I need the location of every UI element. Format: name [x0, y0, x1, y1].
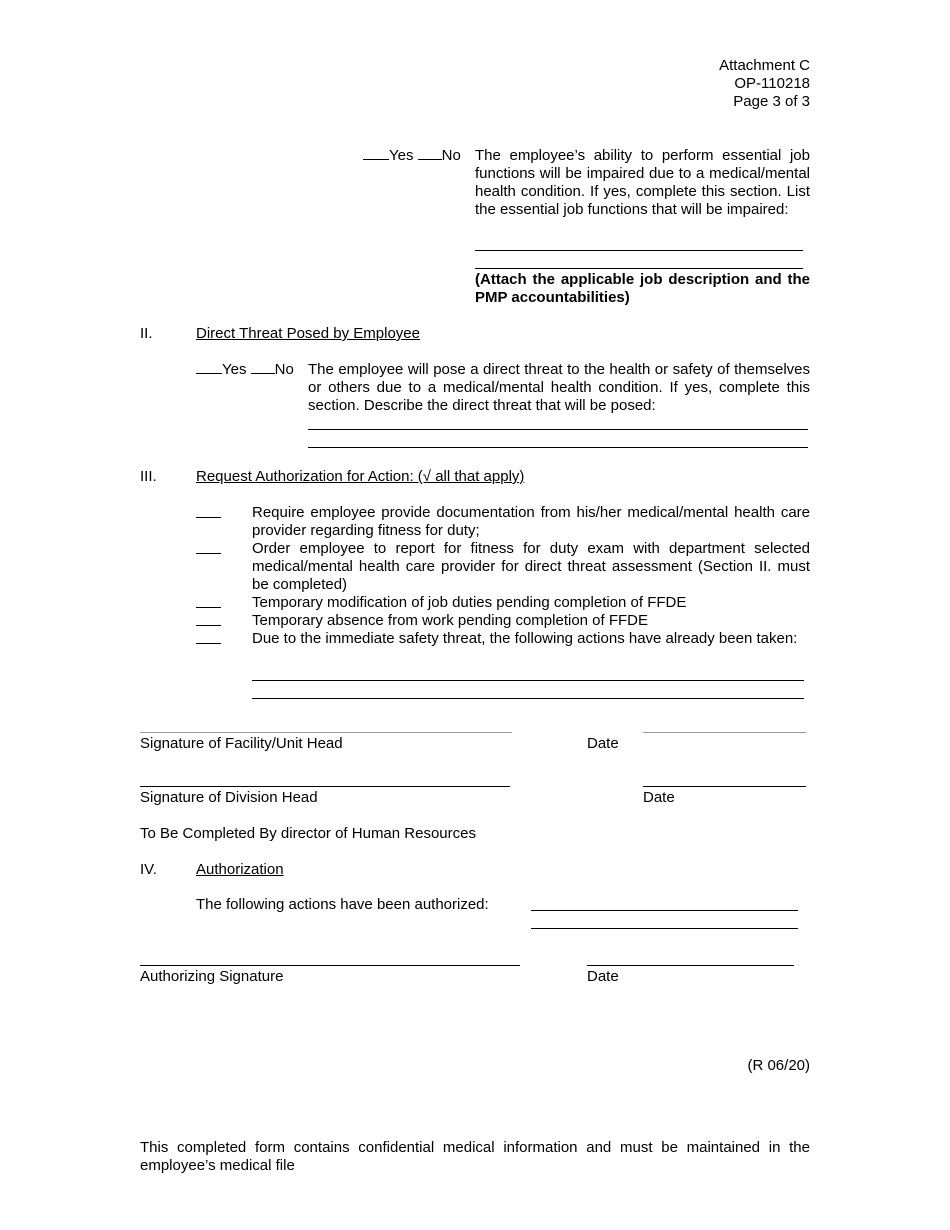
action-checkbox-2[interactable]: [196, 553, 221, 554]
section-2-heading: Direct Threat Posed by Employee: [196, 325, 420, 342]
authorized-actions-line-2[interactable]: [531, 928, 798, 929]
facility-date-line[interactable]: [643, 732, 806, 733]
action-checkbox-1[interactable]: [196, 517, 221, 518]
division-head-signature-label: Signature of Division Head: [140, 789, 318, 806]
confidentiality-footer: This completed form contains confidential medical information and must be maintained in the employee’s medical file: [140, 1139, 810, 1174]
attachment-label: Attachment C: [719, 57, 810, 74]
action-item-5: Due to the immediate safety threat, the following actions have already been taken:: [252, 630, 798, 647]
division-date-line[interactable]: [643, 786, 806, 787]
threat-no-blank[interactable]: [251, 361, 275, 374]
section-4-heading: Authorization: [196, 861, 284, 878]
division-date-label: Date: [643, 789, 675, 806]
section-4-numeral: IV.: [140, 861, 157, 878]
impairment-text: The employee’s ability to perform essential job functions will be impaired due to a medical/mental health condition. If yes, complete this section. List the essential job functions that will be impaired:: [475, 147, 810, 218]
hr-note: To Be Completed By director of Human Resources: [140, 825, 476, 842]
action-item-3: Temporary modification of job duties pending completion of FFDE: [252, 594, 687, 611]
threat-answer-line-1[interactable]: [308, 429, 808, 430]
action-item-4: Temporary absence from work pending completion of FFDE: [252, 612, 649, 629]
threat-yes-no: [196, 361, 294, 379]
threat-yes-blank[interactable]: [196, 361, 222, 374]
action-checkbox-4[interactable]: [196, 625, 221, 626]
facility-head-signature-line[interactable]: [140, 732, 512, 733]
threat-yes-label: Yes: [222, 361, 247, 378]
authorized-actions-line-1[interactable]: [531, 910, 798, 911]
authorized-actions-label: The following actions have been authorized:: [196, 896, 489, 913]
impairment-no-label: No: [441, 147, 461, 164]
revision-code: (R 06/20): [747, 1057, 810, 1074]
impairment-yes-no: [363, 147, 461, 165]
impairment-answer-line-1[interactable]: [475, 250, 803, 251]
actions-taken-line-2[interactable]: [252, 698, 804, 699]
threat-text: The employee will pose a direct threat to the health or safety of themselves or others due to a medical/mental health condition. If yes, complete this section. Describe the direct threat that will be posed:: [308, 361, 810, 414]
authorizing-signature-label: Authorizing Signature: [140, 968, 284, 985]
threat-answer-line-2[interactable]: [308, 447, 808, 448]
division-head-signature-line[interactable]: [140, 786, 510, 787]
impairment-yes-blank[interactable]: [363, 147, 389, 160]
impairment-no-blank[interactable]: [418, 147, 442, 160]
attach-note: (Attach the applicable job description and the PMP accountabilities): [475, 271, 810, 306]
section-3-numeral: III.: [140, 468, 157, 485]
impairment-yes-label: Yes: [389, 147, 414, 164]
action-item-2: Order employee to report for fitness for duty exam with department selected medical/mental health care provider for direct threat assessment (Section II. must be completed): [252, 540, 810, 593]
op-number: OP-110218: [734, 75, 810, 92]
authorizing-date-label: Date: [587, 968, 619, 985]
facility-head-signature-label: Signature of Facility/Unit Head: [140, 735, 343, 752]
threat-no-label: No: [274, 361, 294, 378]
action-item-1: Require employee provide documentation from his/her medical/mental health care provider regarding fitness for duty;: [252, 504, 810, 539]
section-3-heading: Request Authorization for Action: (√ all that apply): [196, 468, 525, 485]
action-checkbox-5[interactable]: [196, 643, 221, 644]
facility-date-label: Date: [587, 735, 619, 752]
authorizing-date-line[interactable]: [587, 965, 794, 966]
section-2-numeral: II.: [140, 325, 153, 342]
document-header: [610, 57, 810, 111]
actions-taken-line-1[interactable]: [252, 680, 804, 681]
action-checkbox-3[interactable]: [196, 607, 221, 608]
page-number: Page 3 of 3: [733, 93, 810, 110]
impairment-answer-line-2[interactable]: [475, 268, 803, 269]
authorizing-signature-line[interactable]: [140, 965, 520, 966]
